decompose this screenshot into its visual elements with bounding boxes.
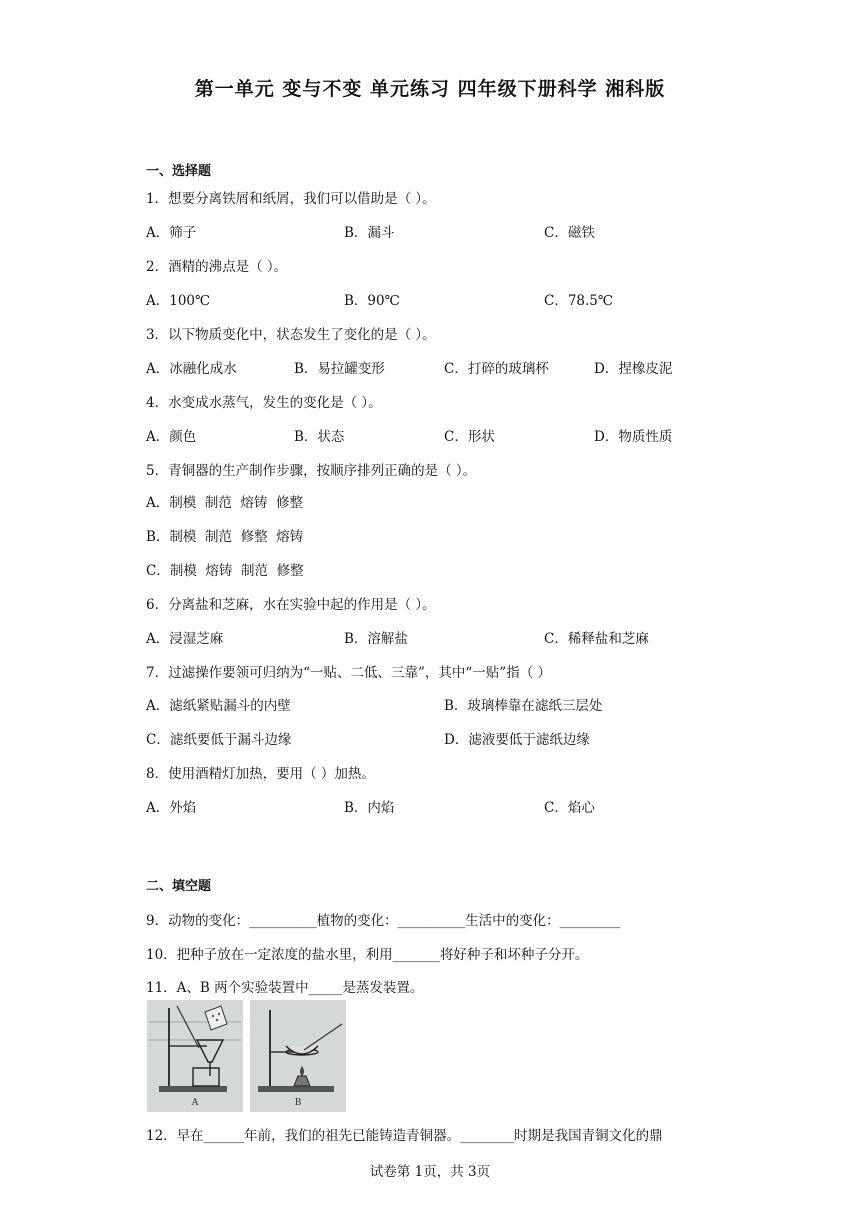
question-12: 12．早在______年前，我们的祖先已能铸造青铜器。________时期是我国青铜文化的鼎 xyxy=(146,1128,663,1144)
q7-option-b: B．玻璃棒靠在滤纸三层处 xyxy=(444,698,603,714)
question-3: 3．以下物质变化中，状态发生了变化的是（ ）。 xyxy=(146,327,436,343)
question-4: 4．水变成水蒸气，发生的变化是（ ）。 xyxy=(146,395,382,411)
q2-option-a: A．100℃ xyxy=(146,293,211,309)
q4-option-c: C．形状 xyxy=(444,429,495,445)
q2-option-c: C．78.5℃ xyxy=(544,293,613,309)
figure-b-label: B xyxy=(294,1098,302,1108)
q5-option-c: C．制模 熔铸 制范 修整 xyxy=(146,563,304,579)
question-6: 6．分离盐和芝麻，水在实验中起的作用是（ ）。 xyxy=(146,597,436,613)
q3-option-b: B．易拉罐变形 xyxy=(294,361,385,377)
q1-option-b: B．漏斗 xyxy=(344,225,395,241)
q5-option-b: B．制模 制范 修整 熔铸 xyxy=(146,529,304,545)
question-2: 2．酒精的沸点是（ ）。 xyxy=(146,259,288,275)
page-title: 第一单元 变与不变 单元练习 四年级下册科学 湘科版 xyxy=(194,78,666,100)
q2-option-b: B．90℃ xyxy=(344,293,400,309)
q3-option-d: D．捏橡皮泥 xyxy=(594,361,673,377)
q8-option-c: C．焰心 xyxy=(544,800,595,816)
q8-option-b: B．内焰 xyxy=(344,800,395,816)
figure-a-label: A xyxy=(191,1098,199,1108)
q4-option-d: D．物质性质 xyxy=(594,429,673,445)
q4-option-b: B．状态 xyxy=(294,429,345,445)
q1-option-a: A．筛子 xyxy=(146,225,197,241)
q5-option-a: A．制模 制范 熔铸 修整 xyxy=(146,495,303,511)
q6-option-b: B．溶解盐 xyxy=(344,631,408,647)
q6-option-c: C．稀释盐和芝麻 xyxy=(544,631,649,647)
q7-option-a: A．滤纸紧贴漏斗的内壁 xyxy=(146,698,291,714)
q4-option-a: A．颜色 xyxy=(146,429,197,445)
figure-b-evaporation-apparatus xyxy=(250,1000,346,1112)
q1-option-c: C．磁铁 xyxy=(544,225,595,241)
section-choice-heading: 一、选择题 xyxy=(146,164,212,179)
figure-a-filtration-apparatus xyxy=(147,1000,243,1112)
section-fill-heading: 二、填空题 xyxy=(146,879,212,894)
question-10: 10．把种子放在一定浓度的盐水里，利用_______将好种子和坏种子分开。 xyxy=(146,947,589,963)
q3-option-a: A．冰融化成水 xyxy=(146,361,237,377)
question-5: 5．青铜器的生产制作步骤，按顺序排列正确的是（ ）。 xyxy=(146,463,477,479)
q7-option-d: D．滤液要低于滤纸边缘 xyxy=(444,732,590,748)
q7-option-c: C．滤纸要低于漏斗边缘 xyxy=(146,732,292,748)
q6-option-a: A．浸湿芝麻 xyxy=(146,631,224,647)
question-9: 9．动物的变化：__________植物的变化：__________生活中的变化：_________ xyxy=(146,913,621,929)
question-8: 8．使用酒精灯加热，要用（ ）加热。 xyxy=(146,766,375,782)
q8-option-a: A．外焰 xyxy=(146,800,197,816)
question-11: 11．A、B 两个实验装置中_____是蒸发装置。 xyxy=(146,980,424,996)
question-1: 1．想要分离铁屑和纸屑，我们可以借助是（ ）。 xyxy=(146,191,436,207)
q3-option-c: C．打碎的玻璃杯 xyxy=(444,361,549,377)
question-7: 7．过滤操作要领可归纳为“一贴、二低、三靠”，其中“一贴”指（ ） xyxy=(146,665,551,681)
page-footer: 试卷第 1页，共 3页 xyxy=(369,1164,491,1180)
